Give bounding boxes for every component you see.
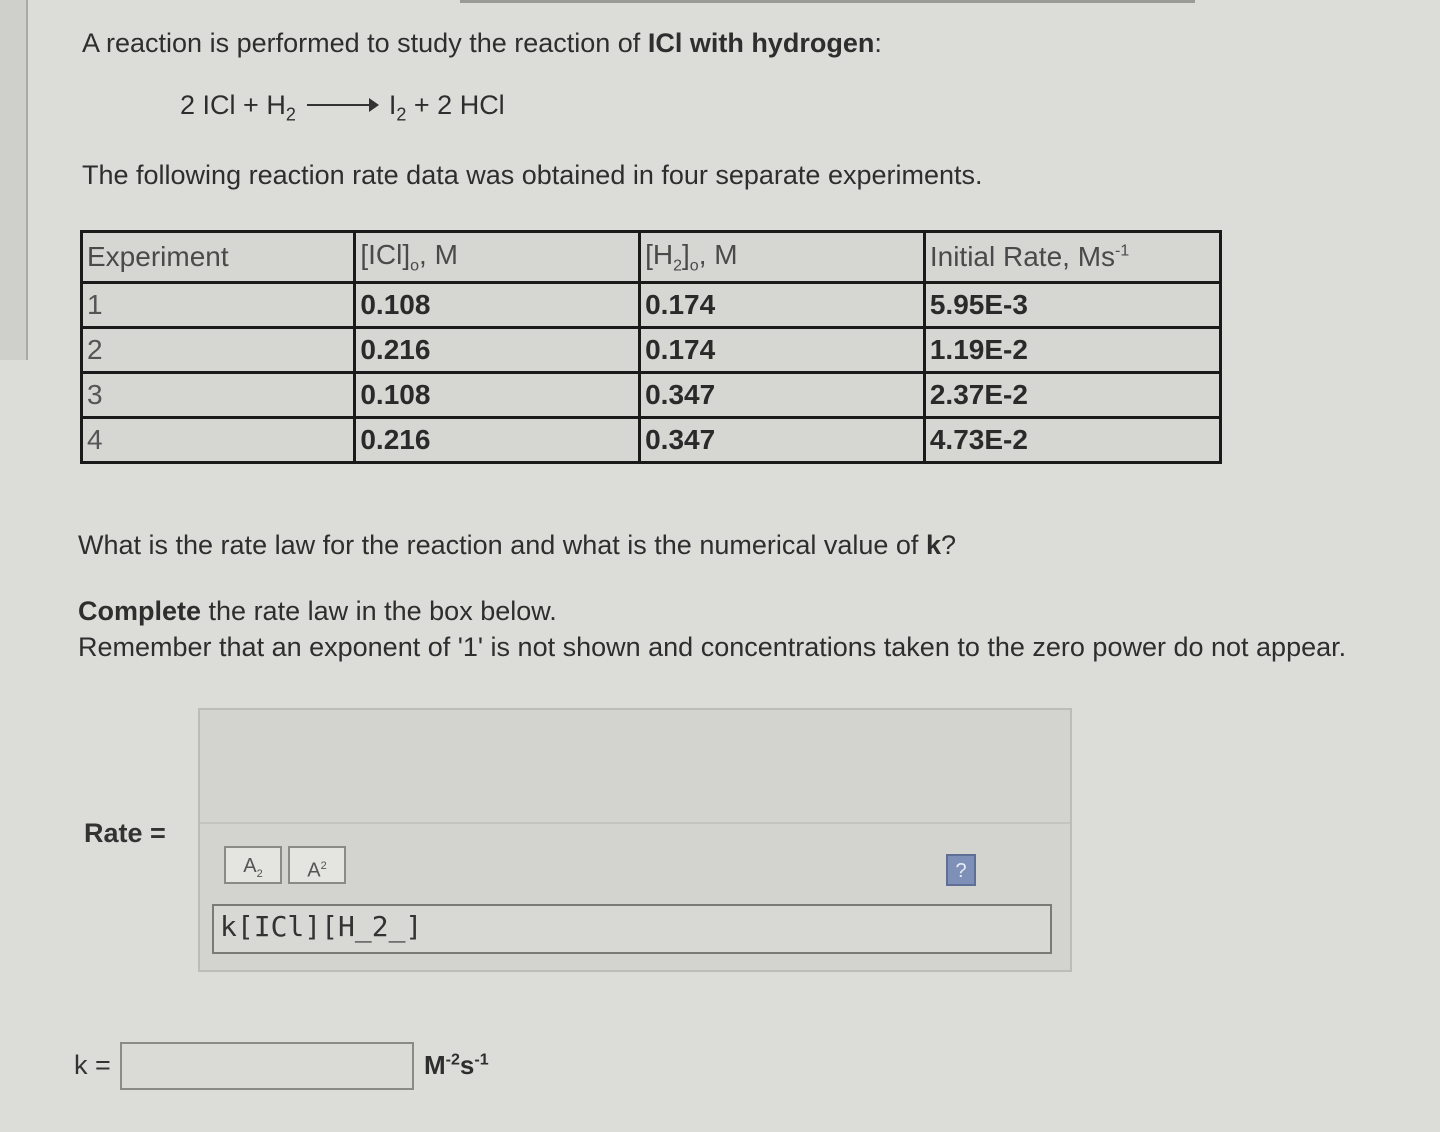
header-initial-rate: Initial Rate, $Ms^{-1}$ <box>924 232 1220 283</box>
rate-label: Rate = <box>84 818 166 848</box>
table-row <box>82 283 1221 328</box>
product-i: I <box>388 90 397 120</box>
cell-rate: 1.19E-2 <box>924 328 1220 373</box>
product-i-subscript: 2 <box>396 104 407 125</box>
question-text: What is the rate law for the reaction and what is the numerical value of k? <box>78 530 957 560</box>
table-row <box>82 328 1221 373</box>
cell-icl: 0.108 <box>355 283 640 328</box>
table-header-row <box>82 232 1221 283</box>
cell-h2: 0.174 <box>640 283 925 328</box>
intro-bold: ICl with hydrogen <box>647 28 875 58</box>
cell-experiment: 3 <box>82 373 355 418</box>
subscript-button[interactable]: $A_2$ <box>224 846 282 884</box>
reaction-arrow-icon <box>307 104 377 106</box>
cell-h2: 0.347 <box>640 373 925 418</box>
cell-rate: 2.37E-2 <box>924 373 1220 418</box>
header-icl: $[ICl]_o$, M <box>355 232 640 283</box>
k-value-input[interactable] <box>120 1042 414 1090</box>
header-experiment: Experiment <box>82 232 355 283</box>
k-units: $M^{-2}s^{-1}$ <box>424 1050 489 1080</box>
cell-experiment: 4 <box>82 418 355 463</box>
rate-law-answer-panel <box>198 708 1072 972</box>
intro-suffix: : <box>874 28 882 58</box>
cell-h2: 0.347 <box>640 418 925 463</box>
cell-experiment: 1 <box>82 283 355 328</box>
instruction-line-1: Complete the rate law in the box below. <box>78 596 557 626</box>
question-k: k <box>925 530 941 560</box>
reactant-h: H <box>266 90 286 120</box>
instruction-line-2: Remember that an exponent of '1' is not shown and concentrations taken to the zero power do not appear. <box>78 632 1347 662</box>
rate-law-input[interactable]: k[ICl][H_2_] <box>212 904 1052 954</box>
cell-icl: 0.216 <box>355 418 640 463</box>
plus-sign-2: + <box>406 90 438 120</box>
reactant-icl: 2 ICl <box>180 90 236 120</box>
cell-h2: 0.174 <box>640 328 925 373</box>
top-divider <box>460 0 1195 3</box>
chemical-equation <box>180 90 505 125</box>
header-h2: $[H_2]_o$, M <box>640 232 925 283</box>
help-icon[interactable]: ? <box>946 854 976 886</box>
product-hcl: 2 HCl <box>437 90 505 120</box>
k-label: k = <box>74 1050 111 1080</box>
table-row <box>82 373 1221 418</box>
data-intro-text: The following reaction rate data was obtained in four separate experiments. <box>82 160 983 190</box>
rate-data-table <box>80 230 1222 464</box>
cell-rate: 4.73E-2 <box>924 418 1220 463</box>
reactant-h-subscript: 2 <box>285 104 296 125</box>
table-row <box>82 418 1221 463</box>
superscript-button[interactable]: $A^2$ <box>288 846 346 884</box>
cell-icl: 0.216 <box>355 328 640 373</box>
cell-icl: 0.108 <box>355 373 640 418</box>
cell-experiment: 2 <box>82 328 355 373</box>
intro-prefix: A reaction is performed to study the reaction of <box>82 28 641 58</box>
cell-rate: 5.95E-3 <box>924 283 1220 328</box>
intro-text <box>82 28 882 59</box>
plus-sign: + <box>235 90 267 120</box>
panel-divider <box>200 822 1070 824</box>
left-edge-panel <box>0 0 28 360</box>
